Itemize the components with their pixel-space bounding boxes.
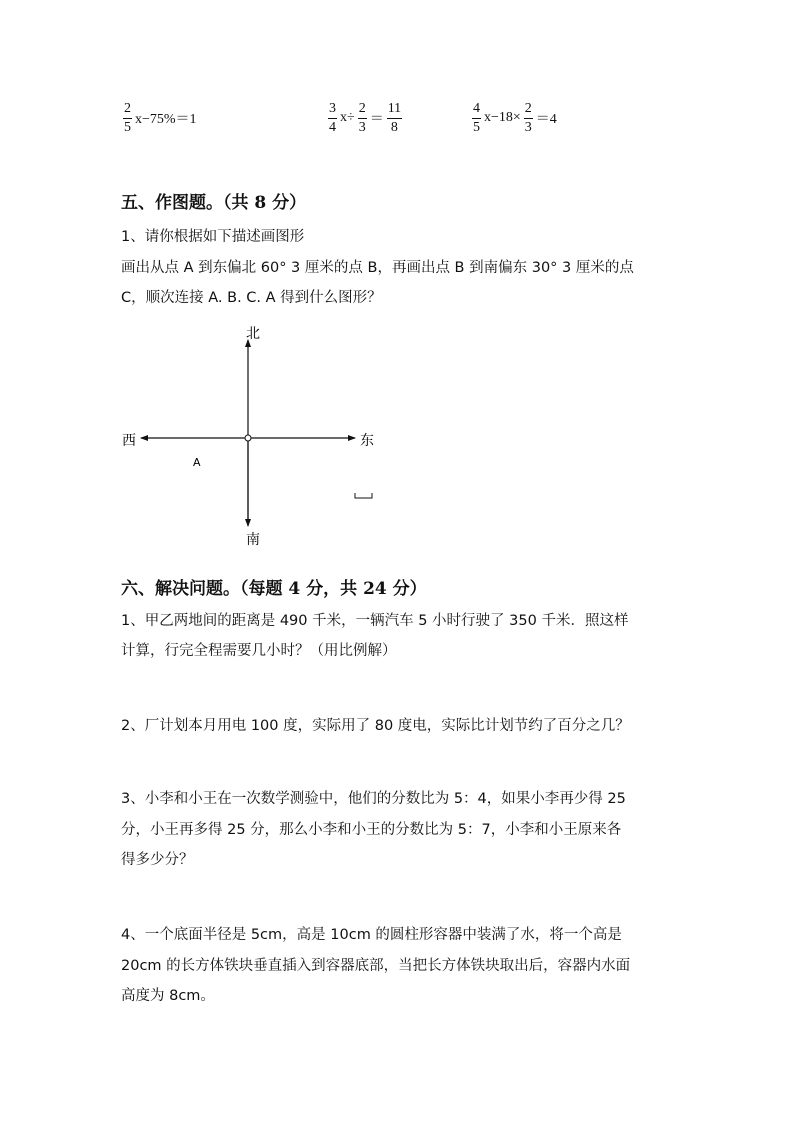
denominator: 3 [524,119,532,135]
fraction [472,102,481,135]
question-5-1-line1: 画出从点 A 到东偏北 60° 3 厘米的点 B，再画出点 B 到南偏东 30° 3 厘米的点 [121,260,634,276]
numerator: 2 [524,102,533,119]
question-6-4-line1: 4、一个底面半径是 5cm，高是 10cm 的圆柱形容器中装满了水，将一个高是 [121,927,622,943]
numerator: 2 [123,102,132,119]
point-a-label: A [193,456,201,469]
fraction [358,102,367,135]
fraction [328,102,337,135]
scale-bar [355,493,372,498]
equation-rest: x−75%＝1 [135,112,197,127]
equation-mid: x−18× [484,110,521,125]
equation-mid: x÷ [340,110,355,125]
denominator: 8 [390,119,398,135]
compass-diagram [110,318,390,550]
east-label: 东 [360,433,374,449]
west-label: 西 [122,433,136,449]
question-5-1-line2: C，顺次连接 A. B. C. A 得到什么图形？ [121,290,382,306]
numerator: 4 [472,102,481,119]
question-5-1-title: 1、请你根据如下描述画图形 [121,229,305,245]
section-6-heading: 六、解决问题。（每题 4 分，共 24 分） [121,579,427,599]
denominator: 4 [329,119,336,135]
equation-3 [470,96,558,140]
question-6-1-line1: 1、甲乙两地间的距离是 490 千米，一辆汽车 5 小时行驶了 350 千米．照这样 [121,613,629,629]
equals-sign: ＝ [369,112,384,127]
question-6-3-line2: 分，小王再多得 25 分，那么小李和小王的分数比为 5：7，小李和小王原来各 [121,822,622,838]
equation-1 [121,96,198,140]
fraction [123,102,132,135]
numerator: 11 [387,102,402,119]
question-6-3-line1: 3、小李和小王在一次数学测验中，他们的分数比为 5：4，如果小李再少得 25 [121,791,626,807]
question-6-4-line2: 20cm 的长方体铁块垂直插入到容器底部，当把长方体铁块取出后，容器内水面 [121,958,631,974]
question-6-4-line3: 高度为 8cm。 [121,988,215,1004]
section-5-heading: 五、作图题。（共 8 分） [121,193,307,213]
fraction [524,102,533,135]
north-label: 北 [246,326,260,342]
equation-rest: ＝4 [535,112,557,127]
question-6-2-line1: 2、厂计划本月用电 100 度，实际用了 80 度电，实际比计划节约了百分之几？ [121,718,630,734]
denominator: 5 [124,119,131,135]
denominator: 5 [473,119,480,135]
question-6-3-line3: 得多少分？ [121,852,194,868]
equation-2 [326,96,404,140]
fraction [387,102,402,135]
denominator: 3 [358,119,366,135]
numerator: 3 [328,102,337,119]
question-6-1-line2: 计算，行完全程需要几小时？（用比例解） [121,643,397,659]
origin-point [245,435,251,441]
south-label: 南 [246,532,260,548]
numerator: 2 [358,102,367,119]
